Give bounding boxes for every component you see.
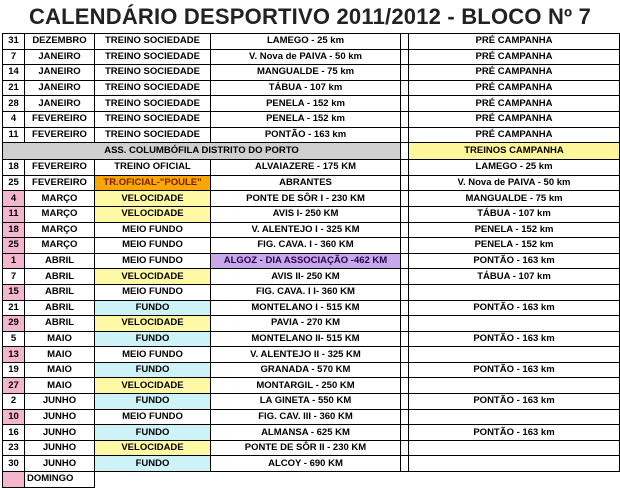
type-cell: TREINO SOCIEDADE [95,65,211,81]
destination-cell: V. Nova de PAIVA - 50 km [211,49,401,65]
table-row [3,80,620,96]
table-row [3,175,620,191]
day-cell: 30 [3,456,25,472]
column-gap [401,34,409,50]
month-cell: JUNHO [25,425,95,441]
column-gap [401,111,409,127]
column-gap [401,65,409,81]
column-gap [401,160,409,176]
destination-cell: AVIS I- 250 KM [211,206,401,222]
day-cell: 10 [3,409,25,425]
race-rows [3,160,620,472]
column-gap [401,362,409,378]
type-cell: FUNDO [95,394,211,410]
table-row [3,394,620,410]
month-cell: MARÇO [25,206,95,222]
destination-cell: ALMANSA - 625 KM [211,425,401,441]
day-cell: 31 [3,34,25,50]
campaign-cell: PONTÃO - 163 km [409,300,620,316]
table-row [3,284,620,300]
table-row [3,238,620,254]
type-cell: FUNDO [95,300,211,316]
day-cell: 2 [3,394,25,410]
table-row [3,34,620,50]
day-cell: 11 [3,206,25,222]
destination-cell: LA GINETA - 550 KM [211,394,401,410]
column-gap [401,127,409,143]
type-cell: FUNDO [95,456,211,472]
type-cell: FUNDO [95,425,211,441]
day-cell: 25 [3,238,25,254]
type-cell: VELOCIDADE [95,440,211,456]
type-cell: TREINO SOCIEDADE [95,49,211,65]
legend-row [3,472,620,488]
table-row [3,49,620,65]
type-cell: MEIO FUNDO [95,238,211,254]
campaign-cell: PONTÃO - 163 km [409,331,620,347]
type-cell: MEIO FUNDO [95,347,211,363]
destination-cell: FIG. CAV. III - 360 KM [211,409,401,425]
month-cell: JANEIRO [25,65,95,81]
table-row [3,269,620,285]
destination-cell: ALCOY - 690 KM [211,456,401,472]
month-cell: ABRIL [25,284,95,300]
day-cell: 7 [3,269,25,285]
month-cell: MARÇO [25,191,95,207]
legend-label: DOMINGO [25,472,95,488]
day-cell: 27 [3,378,25,394]
column-gap [401,238,409,254]
campaign-cell: PRÉ CAMPANHA [409,111,620,127]
table-row [3,378,620,394]
type-cell: MEIO FUNDO [95,409,211,425]
month-cell: FEVEREIRO [25,175,95,191]
table-row [3,347,620,363]
column-gap [401,175,409,191]
type-cell: TREINO SOCIEDADE [95,80,211,96]
column-gap [401,331,409,347]
day-cell: 5 [3,331,25,347]
month-cell: MAIO [25,347,95,363]
column-gap [401,191,409,207]
column-gap [401,347,409,363]
type-cell: TREINO SOCIEDADE [95,34,211,50]
table-row [3,222,620,238]
section-header-row [3,143,620,160]
month-cell: JUNHO [25,456,95,472]
destination-cell: GRANADA - 570 KM [211,362,401,378]
table-row [3,65,620,81]
type-cell: MEIO FUNDO [95,222,211,238]
table-row [3,440,620,456]
day-cell: 21 [3,300,25,316]
campaign-cell: PRÉ CAMPANHA [409,49,620,65]
column-gap [401,394,409,410]
calendar-table [2,33,620,488]
month-cell: DEZEMBRO [25,34,95,50]
day-cell: 18 [3,222,25,238]
day-cell: 13 [3,347,25,363]
destination-cell: ABRANTES [211,175,401,191]
month-cell: JANEIRO [25,96,95,112]
destination-cell: MONTELANO I - 515 KM [211,300,401,316]
type-cell: VELOCIDADE [95,269,211,285]
month-cell: MAIO [25,362,95,378]
table-row [3,96,620,112]
campaign-cell: PRÉ CAMPANHA [409,127,620,143]
campaign-cell [409,347,620,363]
campaign-cell [409,409,620,425]
month-cell: MARÇO [25,238,95,254]
month-cell: JANEIRO [25,49,95,65]
campaign-cell: TÁBUA - 107 km [409,269,620,285]
association-header: ASS. COLUMBÓFILA DISTRITO DO PORTO [3,143,401,160]
day-cell: 1 [3,253,25,269]
month-cell: MARÇO [25,222,95,238]
day-cell: 28 [3,96,25,112]
type-cell: TREINO SOCIEDADE [95,111,211,127]
type-cell: FUNDO [95,331,211,347]
day-cell: 29 [3,316,25,332]
destination-cell: AVIS II- 250 KM [211,269,401,285]
campaign-cell [409,284,620,300]
destination-cell: PONTÃO - 163 km [211,127,401,143]
type-cell: TREINO SOCIEDADE [95,127,211,143]
column-gap [401,222,409,238]
destination-cell: FIG. CAVA. I - 360 KM [211,238,401,254]
month-cell: ABRIL [25,269,95,285]
day-cell: 16 [3,425,25,441]
type-cell: MEIO FUNDO [95,284,211,300]
table-row [3,253,620,269]
destination-cell: MONTARGIL - 250 KM [211,378,401,394]
destination-cell: MONTELANO II- 515 KM [211,331,401,347]
page-title: CALENDÁRIO DESPORTIVO 2011/2012 - BLOCO Nº 7 [28,4,592,29]
month-cell: JANEIRO [25,80,95,96]
month-cell: ABRIL [25,253,95,269]
campaign-cell: PENELA - 152 km [409,222,620,238]
table-row [3,456,620,472]
column-gap [401,143,409,160]
destination-cell: ALVAIAZERE - 175 KM [211,160,401,176]
type-cell: TR.OFICIAL-"POULE" [95,175,211,191]
day-cell: 14 [3,65,25,81]
month-cell: MAIO [25,378,95,394]
campaign-cell: PONTÃO - 163 km [409,362,620,378]
day-cell: 15 [3,284,25,300]
column-gap [401,284,409,300]
column-gap [401,96,409,112]
month-cell: JUNHO [25,409,95,425]
campaign-cell: LAMEGO - 25 km [409,160,620,176]
campaign-cell: PRÉ CAMPANHA [409,80,620,96]
day-cell: 19 [3,362,25,378]
month-cell: FEVEREIRO [25,111,95,127]
column-gap [401,425,409,441]
column-gap [401,378,409,394]
table-row [3,206,620,222]
month-cell: MAIO [25,331,95,347]
table-row [3,362,620,378]
column-gap [401,440,409,456]
table-row [3,409,620,425]
table-row [3,331,620,347]
type-cell: VELOCIDADE [95,316,211,332]
column-gap [401,316,409,332]
destination-cell: PONTE DE SÔR I - 230 KM [211,191,401,207]
campaign-header: TREINOS CAMPANHA [409,143,620,160]
campaign-cell: PRÉ CAMPANHA [409,65,620,81]
type-cell: MEIO FUNDO [95,253,211,269]
day-cell: 25 [3,175,25,191]
table-row [3,191,620,207]
type-cell: VELOCIDADE [95,191,211,207]
destination-cell: TÁBUA - 107 km [211,80,401,96]
destination-cell: V. ALENTEJO I - 325 KM [211,222,401,238]
table-row [3,425,620,441]
column-gap [401,206,409,222]
type-cell: VELOCIDADE [95,378,211,394]
campaign-cell: PRÉ CAMPANHA [409,96,620,112]
campaign-cell: TÁBUA - 107 km [409,206,620,222]
column-gap [401,409,409,425]
destination-cell: V. ALENTEJO II - 325 KM [211,347,401,363]
legend-swatch [3,472,25,488]
column-gap [401,300,409,316]
day-cell: 4 [3,111,25,127]
column-gap [401,49,409,65]
month-cell: JUNHO [25,440,95,456]
day-cell: 11 [3,127,25,143]
day-cell: 4 [3,191,25,207]
destination-cell: LAMEGO - 25 km [211,34,401,50]
campaign-cell: MANGUALDE - 75 km [409,191,620,207]
destination-cell: FIG. CAVA. I I- 360 KM [211,284,401,300]
campaign-cell: PONTÃO - 163 km [409,253,620,269]
table-row [3,127,620,143]
month-cell: FEVEREIRO [25,127,95,143]
pre-campaign-rows [3,34,620,143]
table-row [3,316,620,332]
campaign-cell [409,378,620,394]
column-gap [401,80,409,96]
type-cell: FUNDO [95,362,211,378]
destination-cell: MANGUALDE - 75 km [211,65,401,81]
campaign-cell [409,456,620,472]
campaign-cell: PRÉ CAMPANHA [409,34,620,50]
day-cell: 21 [3,80,25,96]
day-cell: 7 [3,49,25,65]
month-cell: ABRIL [25,316,95,332]
campaign-cell [409,316,620,332]
campaign-cell: PENELA - 152 km [409,238,620,254]
destination-cell: ALGOZ - DIA ASSOCIAÇÃO -462 KM [211,253,401,269]
destination-cell: PENELA - 152 km [211,96,401,112]
campaign-cell: V. Nova de PAIVA - 50 km [409,175,620,191]
destination-cell: PENELA - 152 km [211,111,401,127]
type-cell: TREINO OFICIAL [95,160,211,176]
column-gap [401,456,409,472]
month-cell: FEVEREIRO [25,160,95,176]
campaign-cell: PONTÃO - 163 km [409,394,620,410]
table-row [3,160,620,176]
column-gap [401,253,409,269]
type-cell: VELOCIDADE [95,206,211,222]
table-row [3,300,620,316]
campaign-cell: PONTÃO - 163 km [409,425,620,441]
destination-cell: PONTE DE SÔR II - 230 KM [211,440,401,456]
table-row [3,111,620,127]
type-cell: TREINO SOCIEDADE [95,96,211,112]
month-cell: ABRIL [25,300,95,316]
month-cell: JUNHO [25,394,95,410]
destination-cell: PAVIA - 270 KM [211,316,401,332]
campaign-cell [409,440,620,456]
column-gap [401,269,409,285]
day-cell: 23 [3,440,25,456]
day-cell: 18 [3,160,25,176]
